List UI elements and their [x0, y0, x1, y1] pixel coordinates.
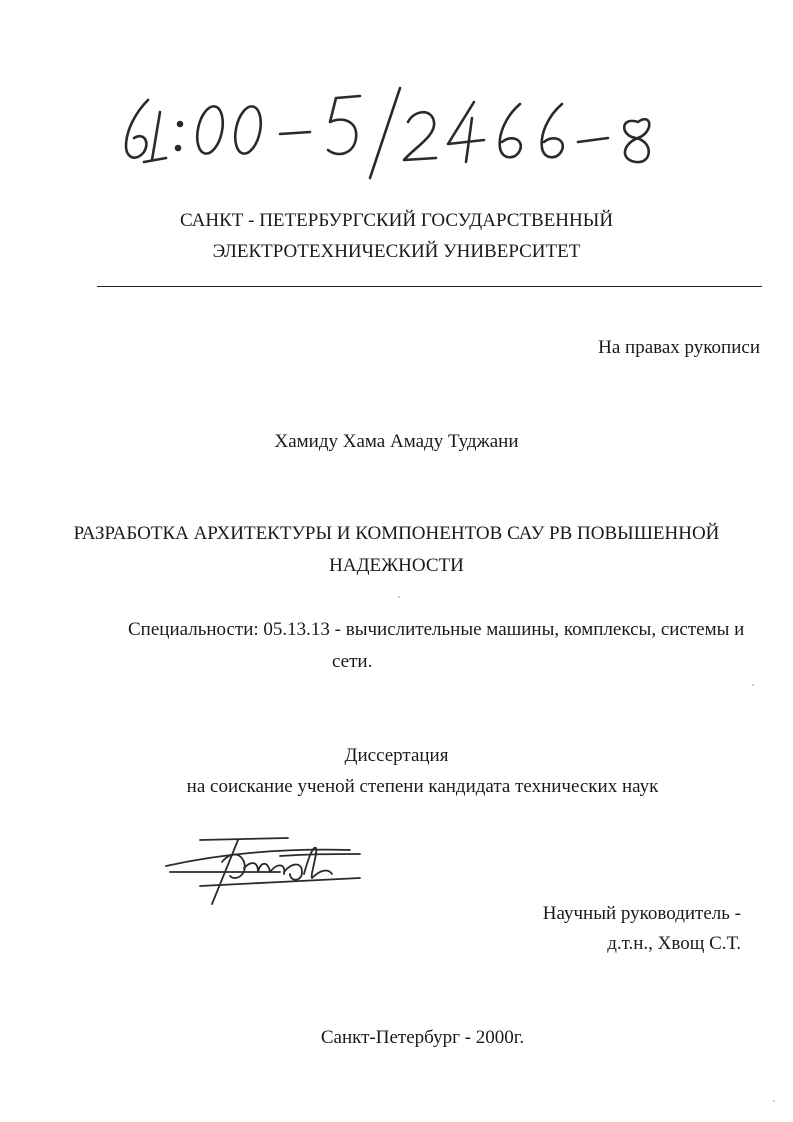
signature [160, 832, 370, 912]
author-name: Хамиду Хама Амаду Туджани [274, 431, 519, 452]
university-name-line-2: ЭЛЕКТРОТЕХНИЧЕСКИЙ УНИВЕРСИТЕТ [212, 241, 581, 262]
scan-speck [773, 1100, 775, 1102]
scan-speck [398, 596, 400, 598]
place-and-year: Санкт-Петербург - 2000г. [320, 1027, 525, 1048]
archive-stamp [108, 82, 668, 182]
handwritten-signature [160, 832, 370, 912]
dissertation-label: Диссертация [344, 745, 449, 766]
specialty-line-2: сети. [332, 651, 373, 672]
scan-speck [752, 684, 754, 686]
supervisor-name: д.т.н., Хвощ С.Т. [607, 933, 741, 954]
thesis-title-line-2: НАДЕЖНОСТИ [329, 555, 464, 576]
university-name-line-1: САНКТ - ПЕТЕРБУРГСКИЙ ГОСУДАРСТВЕННЫЙ [179, 210, 614, 231]
manuscript-rights: На правах рукописи [598, 337, 760, 358]
handwritten-archive-number [108, 82, 668, 182]
dissertation-degree: на соискание ученой степени кандидата технических наук [186, 776, 659, 797]
thesis-title-line-1: РАЗРАБОТКА АРХИТЕКТУРЫ И КОМПОНЕНТОВ САУ РВ ПОВЫШЕННОЙ [73, 523, 720, 544]
supervisor-label: Научный руководитель - [542, 903, 741, 924]
specialty-line-1: Специальности: 05.13.13 - вычислительные машины, комплексы, системы и [128, 619, 745, 640]
header-divider [97, 286, 762, 287]
